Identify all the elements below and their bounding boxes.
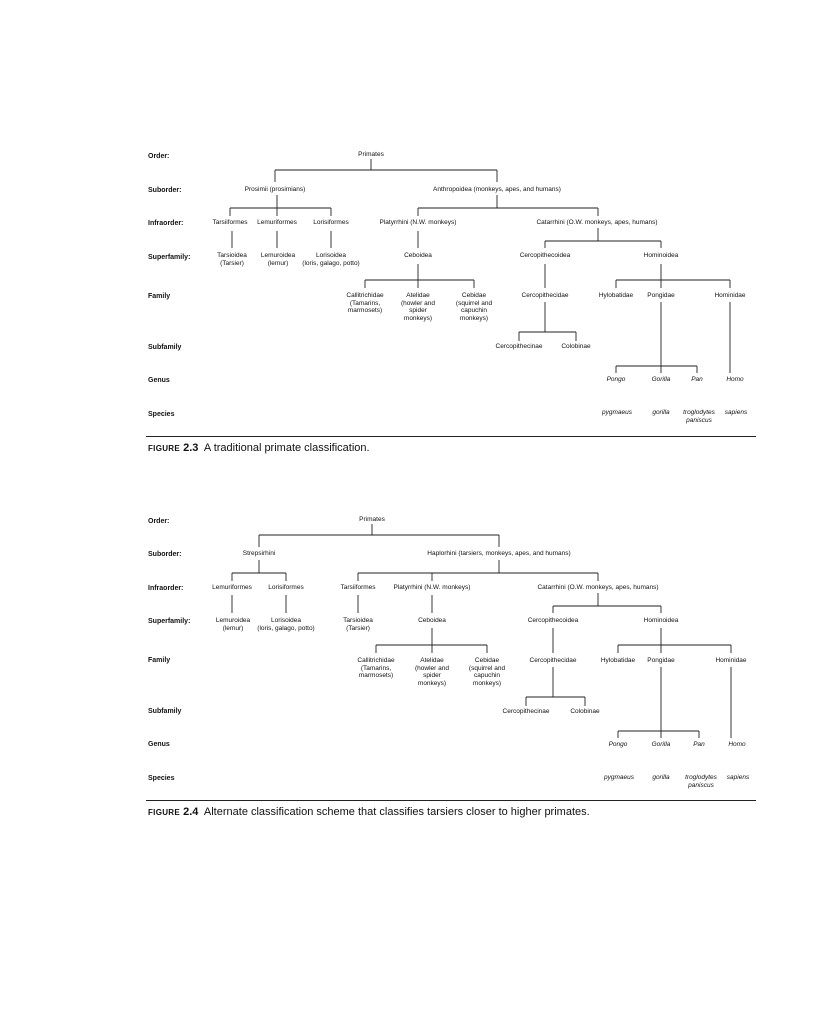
node-colobinae: Colobinae — [570, 708, 600, 715]
node-atelidae: Atelidae (howler and spider monkeys) — [415, 657, 449, 687]
node-lemuriformes: Lemuriformes — [257, 219, 297, 226]
figure-caption: FIGURE 2.4 Alternate classification scheme that classifies tarsiers closer to higher primates. — [148, 806, 590, 818]
node-primates: Primates — [359, 516, 385, 523]
node-lorisiformes: Lorisiformes — [268, 584, 304, 591]
node-colobinae: Colobinae — [561, 343, 591, 350]
node-cebidae: Cebidae (squirrel and capuchin monkeys) — [468, 657, 506, 687]
node-gorilla-genus: Gorilla — [651, 741, 671, 748]
node-pongo: Pongo — [606, 376, 626, 383]
node-hominoidea: Hominoidea — [643, 252, 679, 259]
figure-2-3 — [0, 140, 830, 470]
node-tarsiiformes: Tarsiiformes — [340, 584, 376, 591]
node-troglodytes-paniscus: troglodytes paniscus — [685, 774, 717, 789]
node-homo: Homo — [728, 741, 746, 748]
rank-order: Order: — [148, 153, 170, 160]
node-cercopithecinae: Cercopithecinae — [502, 708, 550, 715]
node-lorisoidea: Lorisoidea (loris, galago, potto) — [302, 252, 360, 267]
node-prosimii: Prosimii (prosimians) — [244, 186, 306, 193]
node-pan: Pan — [693, 741, 705, 748]
node-ceboidea: Ceboidea — [404, 252, 432, 259]
node-platyrrhini: Platyrrhini (N.W. monkeys) — [393, 584, 471, 591]
node-primates: Primates — [358, 151, 384, 158]
node-lemuroidea: Lemuroidea (lemur) — [260, 252, 296, 267]
node-sapiens: sapiens — [726, 774, 750, 781]
node-gorilla-species: gorilla — [652, 409, 670, 416]
node-strepsirhini: Strepsirhini — [242, 550, 276, 557]
rank-infraorder: Infraorder: — [148, 220, 184, 227]
rank-family: Family — [148, 293, 171, 300]
node-sapiens: sapiens — [724, 409, 748, 416]
node-pongidae: Pongidae — [647, 657, 675, 664]
node-troglodytes-paniscus: troglodytes paniscus — [683, 409, 715, 424]
node-cebidae: Cebidae (squirrel and capuchin monkeys) — [455, 292, 493, 322]
node-lorisiformes: Lorisiformes — [313, 219, 349, 226]
node-cercopithecoidea: Cercopithecoidea — [519, 252, 571, 259]
node-platyrrhini: Platyrrhini (N.W. monkeys) — [379, 219, 457, 226]
node-callitrichidae: Callitrichidae (Tamarins, marmosets) — [346, 292, 384, 314]
node-callitrichidae: Callitrichidae (Tamarins, marmosets) — [357, 657, 395, 679]
caption-rule — [146, 800, 756, 801]
rank-genus: Genus — [148, 741, 170, 748]
caption-rule — [146, 436, 756, 437]
node-catarrhini: Catarrhini (O.W. monkeys, apes, humans) — [537, 584, 659, 591]
node-pan: Pan — [691, 376, 703, 383]
rank-species: Species — [148, 775, 175, 782]
node-ceboidea: Ceboidea — [418, 617, 446, 624]
node-cercopithecinae: Cercopithecinae — [495, 343, 543, 350]
rank-infraorder: Infraorder: — [148, 585, 184, 592]
rank-subfamily: Subfamily — [148, 708, 182, 715]
node-hominidae: Hominidae — [714, 292, 746, 299]
node-haplorhini: Haplorhini (tarsiers, monkeys, apes, and humans) — [427, 550, 571, 557]
node-catarrhini: Catarrhini (O.W. monkeys, apes, humans) — [536, 219, 658, 226]
node-cercopithecidae: Cercopithecidae — [529, 657, 577, 664]
rank-superfamily: Superfamily: — [148, 254, 191, 261]
rank-subfamily: Subfamily — [148, 344, 182, 351]
node-anthropoidea: Anthropoidea (monkeys, apes, and humans) — [433, 186, 561, 193]
node-pongidae: Pongidae — [647, 292, 675, 299]
node-atelidae: Atelidae (howler and spider monkeys) — [401, 292, 435, 322]
node-tarsioidea: Tarsioidea (Tarsier) — [343, 617, 373, 632]
rank-superfamily: Superfamily: — [148, 618, 191, 625]
node-lemuroidea: Lemuroidea (lemur) — [215, 617, 251, 632]
node-homo: Homo — [726, 376, 744, 383]
figure-caption: FIGURE 2.3 A traditional primate classification. — [148, 442, 370, 454]
rank-suborder: Suborder: — [148, 551, 182, 558]
node-hominidae: Hominidae — [715, 657, 747, 664]
node-lemuriformes: Lemuriformes — [212, 584, 252, 591]
node-pongo: Pongo — [608, 741, 628, 748]
node-tarsiiformes: Tarsiiformes — [212, 219, 248, 226]
node-cercopithecidae: Cercopithecidae — [521, 292, 569, 299]
node-pygmaeus: pygmaeus — [602, 409, 632, 416]
node-hylobatidae: Hylobatidae — [598, 292, 634, 299]
rank-order: Order: — [148, 518, 170, 525]
rank-family: Family — [148, 657, 171, 664]
rank-genus: Genus — [148, 377, 170, 384]
rank-species: Species — [148, 411, 175, 418]
node-hylobatidae: Hylobatidae — [600, 657, 636, 664]
node-gorilla-genus: Gorilla — [651, 376, 671, 383]
node-pygmaeus: pygmaeus — [604, 774, 634, 781]
node-tarsioidea: Tarsioidea (Tarsier) — [217, 252, 247, 267]
node-hominoidea: Hominoidea — [643, 617, 679, 624]
figure-2-4 — [0, 505, 830, 835]
node-cercopithecoidea: Cercopithecoidea — [527, 617, 579, 624]
node-lorisoidea: Lorisoidea (loris, galago, potto) — [257, 617, 315, 632]
rank-suborder: Suborder: — [148, 187, 182, 194]
node-gorilla-species: gorilla — [652, 774, 670, 781]
